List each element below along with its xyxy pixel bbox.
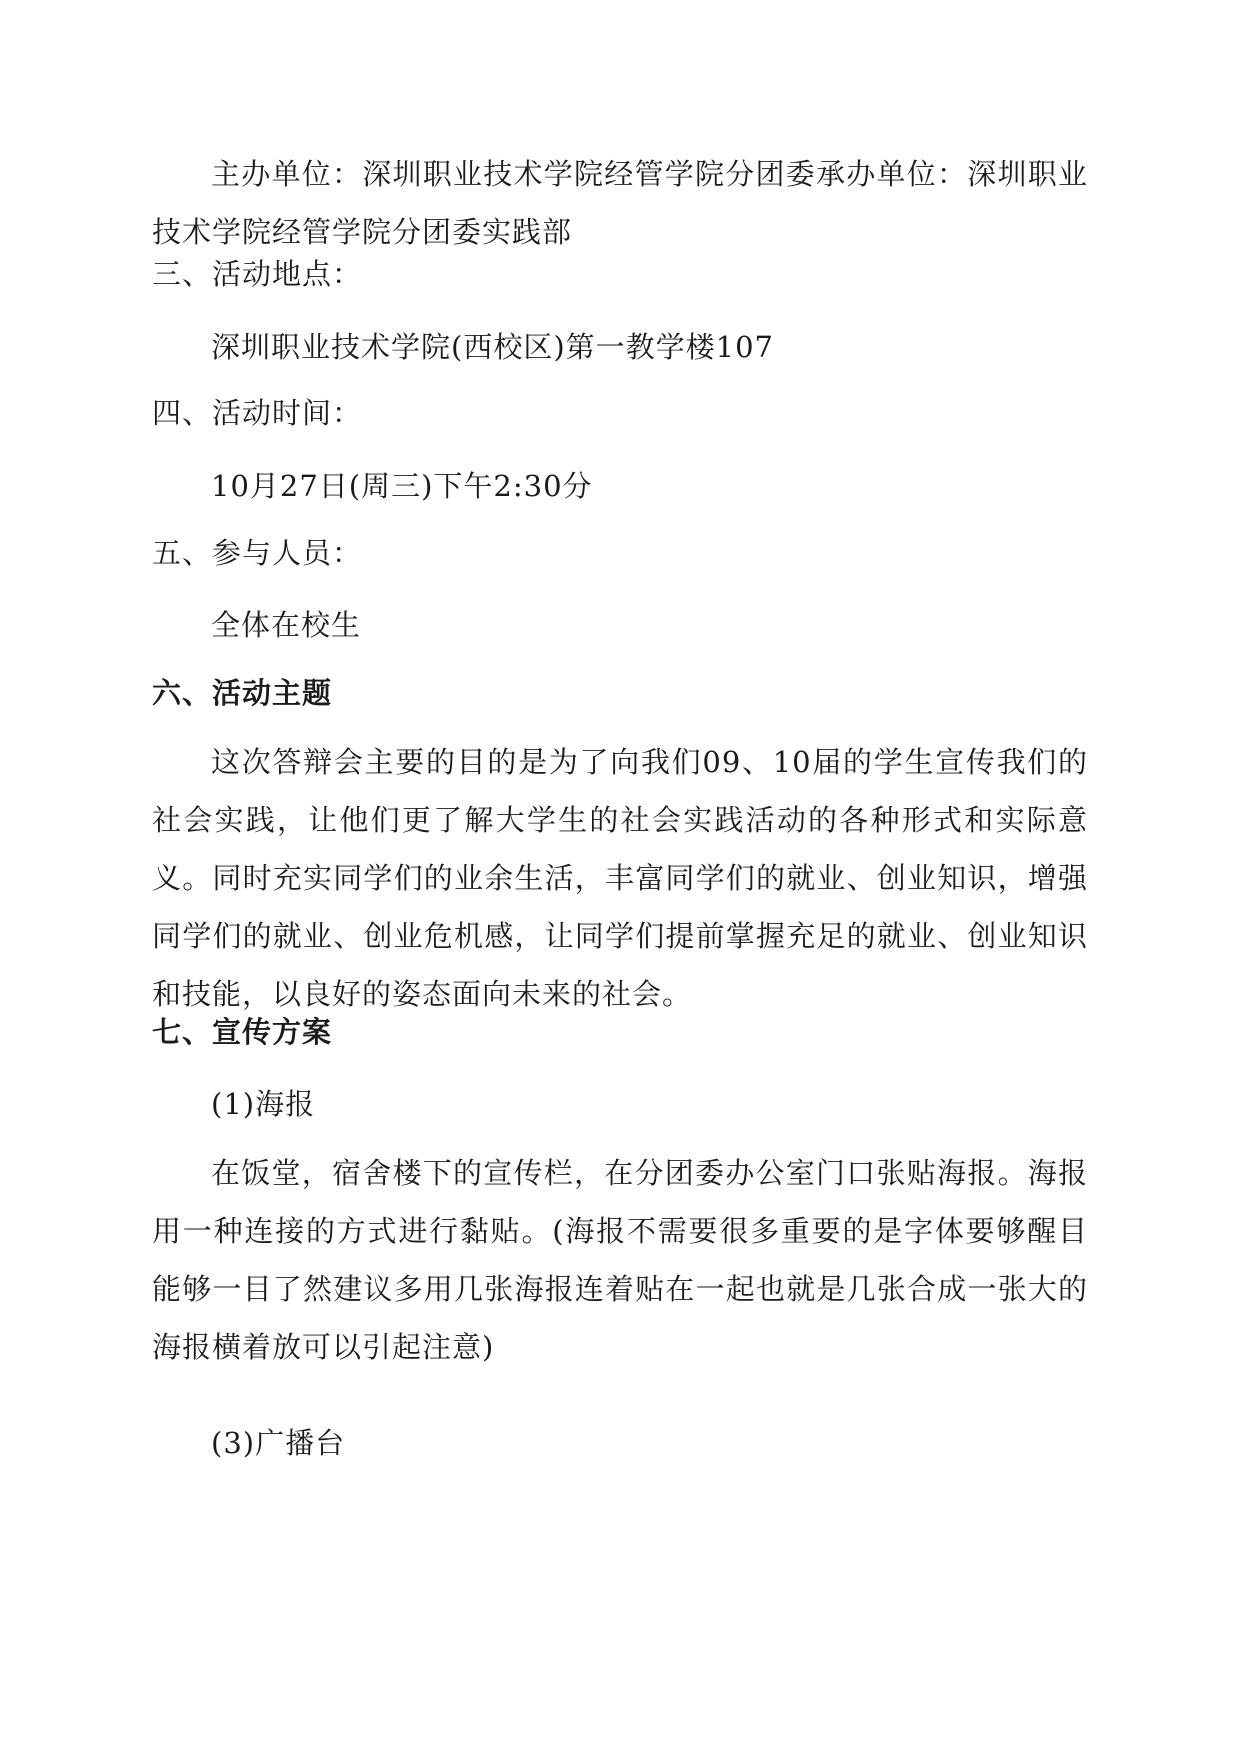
item3-heading: (3)广播台 xyxy=(211,1426,346,1460)
section5-body: 全体在校生 xyxy=(211,608,362,642)
section7-heading: 七、宣传方案 xyxy=(152,1015,333,1049)
section3-body: 深圳职业技术学院(西校区)第一教学楼107 xyxy=(211,330,774,364)
section3-heading: 三、活动地点： xyxy=(152,257,363,291)
section4-heading: 四、活动时间： xyxy=(152,396,363,430)
section5-heading: 五、参与人员： xyxy=(152,536,363,570)
section6-heading: 六、活动主题 xyxy=(152,676,333,710)
item1-heading: (1)海报 xyxy=(211,1087,316,1121)
item1-body: 在饭堂，宿舍楼下的宣传栏，在分团委办公室门口张贴海报。海报用一种连接的方式进行黏贴。(海报不需要很多重要的是字体要够醒目能够一目了然建议多用几张海报连着贴在一起也就是几张合成一张大的海报横着放可以引起注意) xyxy=(152,1156,1088,1364)
section4-body: 10月27日(周三)下午2:30分 xyxy=(211,469,593,503)
organizer-paragraph: 主办单位：深圳职业技术学院经管学院分团委承办单位：深圳职业技术学院经管学院分团委实践部 xyxy=(152,157,1088,249)
section6-body: 这次答辩会主要的目的是为了向我们09、10届的学生宣传我们的社会实践，让他们更了解大学生的社会实践活动的各种形式和实际意义。同时充实同学们的业余生活，丰富同学们的就业、创业知识，增强同学们的就业、创业危机感，让同学们提前掌握充足的就业、创业知识和技能，以良好的姿态面向未来的社会。 xyxy=(152,745,1088,1011)
